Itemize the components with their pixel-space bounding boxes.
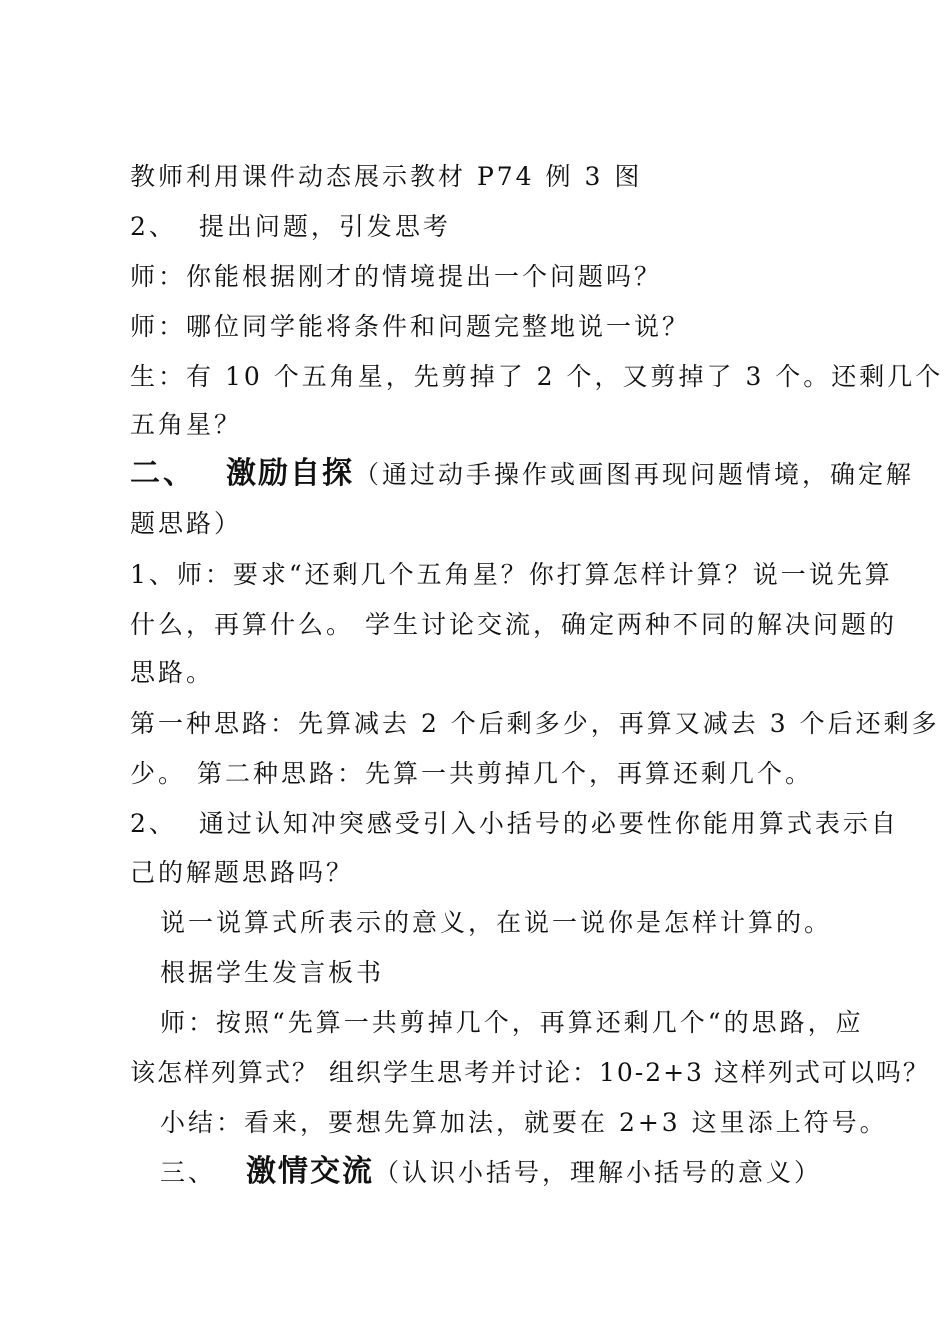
section-number: 二、 [130,456,196,491]
section-subtitle: （认识小括号，理解小括号的意义） [374,1158,823,1187]
list-item-2-conflict-cont: 己的解题思路吗？ [130,858,355,887]
dialog-teacher-2: 师：哪位同学能将条件和问题完整地说一说？ [130,312,691,341]
section-title: 激励自探 [226,456,354,491]
list-item-text: 提出问题，引发思考 [198,212,451,241]
paragraph-1-end: 思路。 [130,658,215,687]
paragraph-intro: 教师利用课件动态展示教材 P74 例 3 图 [130,162,643,191]
list-item-2-conflict [130,807,899,841]
list-item-2-question [130,210,850,244]
section-heading-3 [160,1155,880,1190]
paragraph-1: 1、师：要求“还剩几个五角星？你打算怎样计算？说一说先算 [130,560,893,589]
paragraph-1-cont: 什么，再算什么。 学生讨论交流，确定两种不同的解决问题的 [130,610,897,639]
paragraph-teacher-3: 师：按照“先算一共剪掉几个，再算还剩几个“的思路，应 [160,1008,864,1037]
section-subtitle-cont: 题思路） [130,509,243,538]
section-number: 三、 [160,1158,217,1187]
list-number: 2、 [130,212,177,241]
paragraph-summary: 小结：看来，要想先算加法，就要在 2+3 这里添上符号。 [160,1108,888,1137]
section-title: 激情交流 [246,1154,375,1189]
dialog-student-1: 生：有 10 个五角星，先剪掉了 2 个，又剪掉了 3 个。还剩几个 [130,362,944,391]
list-number: 2、 [130,809,177,838]
paragraph-ways: 第一种思路：先算减去 2 个后剩多少，再算又减去 3 个后还剩多 [130,709,940,738]
section-subtitle: （通过动手操作或画图再现问题情境，确定解 [354,460,915,489]
paragraph-ways-cont: 少。 第二种思路：先算一共剪掉几个，再算还剩几个。 [130,759,813,788]
dialog-student-1-cont: 五角星？ [130,410,243,439]
paragraph-teacher-3-cont: 该怎样列算式？ 组织学生思考并讨论：10-2+3 这样列式可以吗？ [130,1058,930,1087]
section-heading-2 [130,456,915,492]
paragraph-say: 说一说算式所表示的意义，在说一说你是怎样计算的。 [160,908,833,937]
dialog-teacher-1: 师：你能根据刚才的情境提出一个问题吗？ [130,262,663,291]
list-item-text: 通过认知冲突感受引入小括号的必要性你能用算式表示自 [198,809,899,838]
paragraph-board: 根据学生发言板书 [160,958,385,987]
